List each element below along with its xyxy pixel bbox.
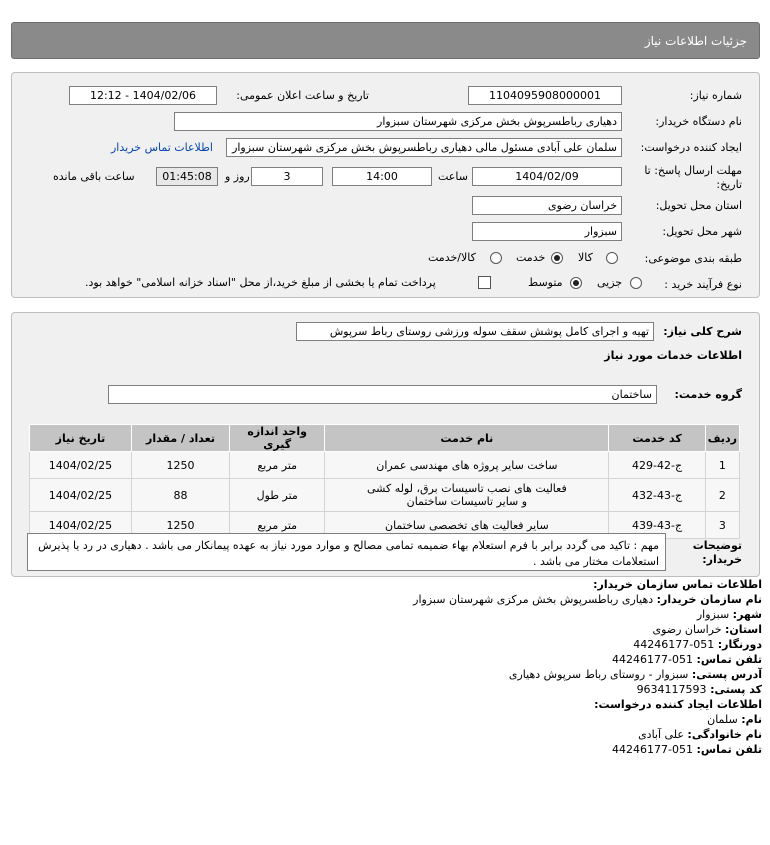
category-option-goods-service: کالا/خدمت bbox=[428, 251, 476, 264]
deadline-date-field: 1404/02/09 bbox=[472, 167, 622, 186]
category-option-service: خدمت bbox=[516, 251, 546, 264]
city-label: شهر محل تحویل: bbox=[662, 225, 742, 238]
cell-service-code: ج-43-439 bbox=[609, 512, 705, 539]
cell-quantity: 1250 bbox=[131, 452, 229, 479]
page-title: جزئیات اطلاعات نیاز bbox=[644, 34, 747, 48]
cell-unit: متر طول bbox=[230, 479, 325, 512]
notes-label-buyer: خریدار: bbox=[702, 553, 742, 566]
cell-quantity: 1250 bbox=[131, 512, 229, 539]
deadline-time-label: ساعت bbox=[438, 170, 468, 183]
cell-row: 3 bbox=[705, 512, 739, 539]
requester-field: سلمان علی آبادی مسئول مالی دهیاری رباطسرپوش بخش مرکزی شهرستان سبزوار bbox=[226, 138, 622, 157]
creator-family: نام خانوادگی: علی آبادی bbox=[638, 728, 762, 741]
contact-province: استان: خراسان رضوی bbox=[652, 623, 762, 636]
city-field: سبزوار bbox=[472, 222, 622, 241]
contact-org: نام سازمان خریدار: دهیاری رباطسرپوش بخش مرکزی شهرستان سبزوار bbox=[413, 593, 762, 606]
contact-phone: تلفن تماس: 051-44246177 bbox=[612, 653, 762, 666]
process-label: نوع فرآیند خرید : bbox=[664, 278, 742, 291]
need-number-label: شماره نیاز: bbox=[689, 89, 742, 102]
creator-name: نام: سلمان bbox=[707, 713, 762, 726]
col-service-code: کد خدمت bbox=[609, 425, 705, 452]
cell-need-date: 1404/02/25 bbox=[30, 479, 132, 512]
creator-heading: اطلاعات ایجاد کننده درخواست: bbox=[594, 698, 762, 711]
deadline-label-date: تاریخ: bbox=[716, 178, 742, 191]
buyer-notes-field: مهم : تاکید می گردد برابر با فرم استعلام بهاء ضمیمه تمامی مصالح و موارد مورد نیاز به عهده پیمانکار می باشد . دهیاری در رد یا پذیرش استعلامات مختار می باشد . bbox=[27, 533, 666, 571]
cell-service-name: فعالیت های نصب تاسیسات برق، لوله کشی و سایر تاسیسات ساختمان bbox=[325, 479, 609, 512]
buyer-contact-link[interactable]: اطلاعات تماس خریدار bbox=[111, 141, 213, 154]
cell-unit: متر مربع bbox=[230, 452, 325, 479]
table-row bbox=[30, 452, 740, 479]
cell-row: 2 bbox=[705, 479, 739, 512]
process-radio-minor[interactable] bbox=[630, 277, 642, 289]
need-number-field: 1104095908000001 bbox=[468, 86, 622, 105]
province-field: خراسان رضوی bbox=[472, 196, 622, 215]
contact-fax: دورنگار: 051-44246177 bbox=[633, 638, 762, 651]
process-option-medium: متوسط bbox=[528, 276, 563, 289]
contact-heading: اطلاعات تماس سازمان خریدار: bbox=[593, 578, 762, 591]
deadline-time-field: 14:00 bbox=[332, 167, 432, 186]
creator-phone: تلفن تماس: 051-44246177 bbox=[612, 743, 762, 756]
cell-need-date: 1404/02/25 bbox=[30, 512, 132, 539]
col-service-name: نام خدمت bbox=[325, 425, 609, 452]
treasury-payment-checkbox[interactable] bbox=[478, 276, 491, 289]
deadline-label: مهلت ارسال پاسخ: تا bbox=[644, 164, 742, 177]
cell-row: 1 bbox=[705, 452, 739, 479]
page-header bbox=[11, 22, 760, 59]
category-label: طبقه بندی موضوعی: bbox=[644, 252, 742, 265]
cell-unit: متر مربع bbox=[230, 512, 325, 539]
table-header-row bbox=[30, 425, 740, 452]
services-table bbox=[29, 424, 740, 539]
category-radio-goods-service[interactable] bbox=[490, 252, 502, 264]
remaining-days-field: 3 bbox=[251, 167, 323, 186]
services-heading: اطلاعات خدمات مورد نیاز bbox=[604, 349, 742, 362]
process-option-minor: جزیی bbox=[597, 276, 623, 289]
col-quantity: تعداد / مقدار bbox=[131, 425, 229, 452]
category-radio-goods[interactable] bbox=[606, 252, 618, 264]
contact-city: شهر: سبزوار bbox=[696, 608, 762, 621]
col-need-date: تاریخ نیاز bbox=[30, 425, 132, 452]
col-unit: واحد اندازه گیری bbox=[230, 425, 325, 452]
cell-service-code: ج-42-429 bbox=[609, 452, 705, 479]
description-field: تهیه و اجرای کامل پوشش سقف سوله ورزشی روستای رباط سرپوش bbox=[296, 322, 654, 341]
treasury-payment-note: پرداخت تمام یا بخشی از مبلغ خرید،از محل "اسناد خزانه اسلامی" خواهد بود. bbox=[85, 276, 436, 289]
category-option-goods: کالا bbox=[578, 251, 593, 264]
remaining-time-field: 01:45:08 bbox=[156, 167, 218, 186]
remaining-time-label: ساعت باقی مانده bbox=[53, 170, 135, 183]
requester-label: ایجاد کننده درخواست: bbox=[640, 141, 742, 154]
table-row bbox=[30, 479, 740, 512]
service-group-label: گروه خدمت: bbox=[674, 388, 742, 401]
cell-need-date: 1404/02/25 bbox=[30, 452, 132, 479]
service-group-field: ساختمان bbox=[108, 385, 657, 404]
contact-address: آدرس پستی: سبزوار - روستای رباط سرپوش دهیاری bbox=[508, 668, 762, 681]
announce-label: تاریخ و ساعت اعلان عمومی: bbox=[236, 89, 369, 102]
process-radio-medium[interactable] bbox=[570, 277, 582, 289]
buyer-org-label: نام دستگاه خریدار: bbox=[655, 115, 742, 128]
notes-label: توضیحات bbox=[692, 539, 742, 552]
province-label: استان محل تحویل: bbox=[655, 199, 742, 212]
contact-postal: کد پستی: 9634117593 bbox=[636, 683, 762, 696]
announce-field: 1404/02/06 - 12:12 bbox=[69, 86, 217, 105]
cell-quantity: 88 bbox=[131, 479, 229, 512]
cell-service-name: سایر فعالیت های تخصصی ساختمان bbox=[325, 512, 609, 539]
category-radio-service[interactable] bbox=[551, 252, 563, 264]
buyer-org-field: دهیاری رباطسرپوش بخش مرکزی شهرستان سبزوار bbox=[174, 112, 622, 131]
description-label: شرح کلی نیاز: bbox=[663, 325, 742, 338]
remaining-days-label: روز و bbox=[225, 170, 250, 183]
cell-service-code: ج-43-432 bbox=[609, 479, 705, 512]
cell-service-name: ساخت سایر پروژه های مهندسی عمران bbox=[325, 452, 609, 479]
col-row: ردیف bbox=[705, 425, 739, 452]
